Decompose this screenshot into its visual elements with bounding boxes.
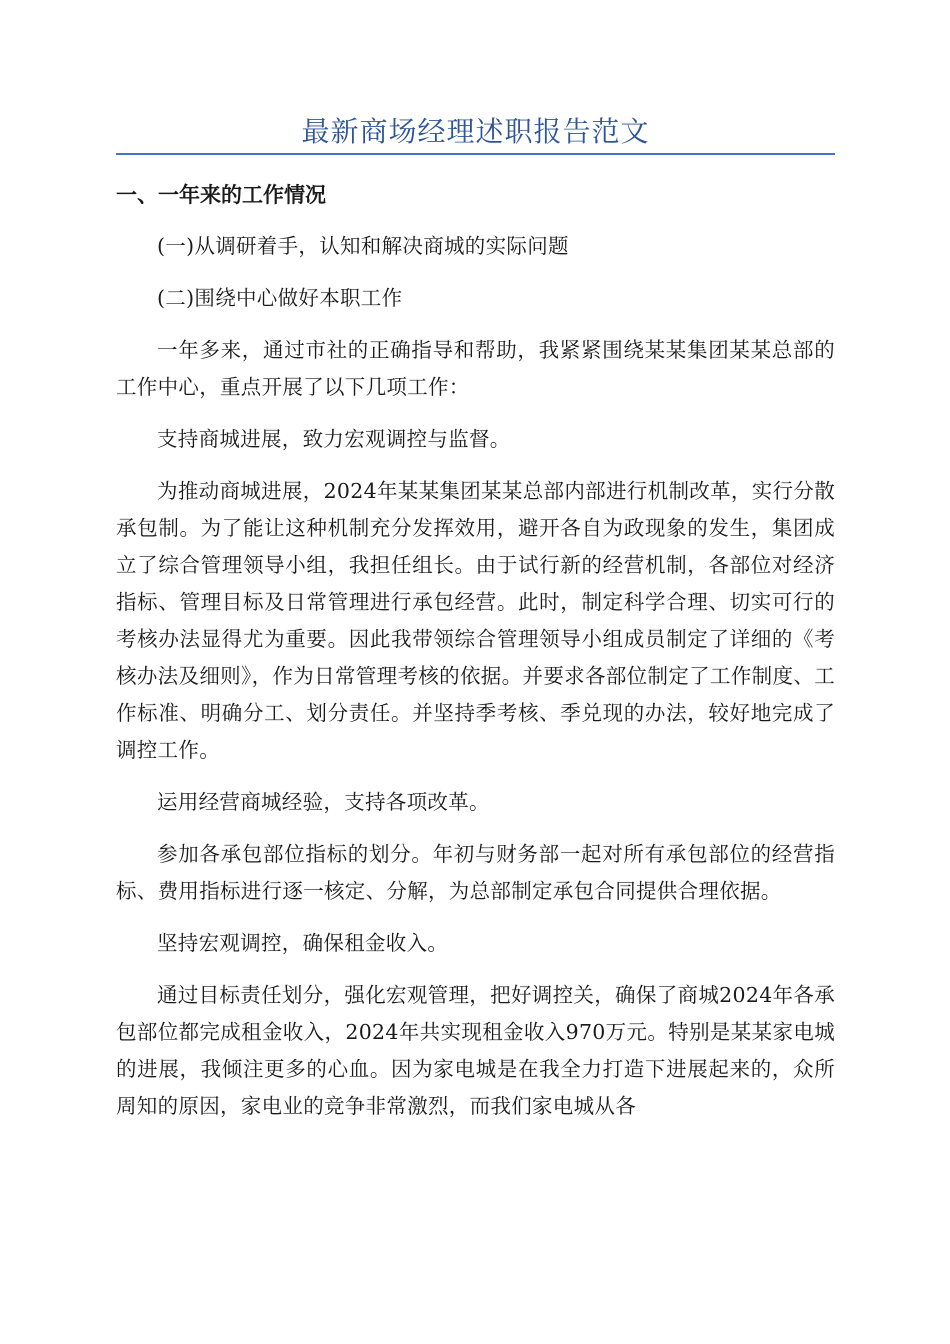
paragraph: (二)围绕中心做好本职工作: [157, 286, 403, 310]
paragraph: (一)从调研着手，认知和解决商城的实际问题: [157, 234, 569, 258]
paragraph: 通过目标责任划分，强化宏观管理，把好调控关，确保了商城2024年各承包部位都完成租金收入，2024年共实现租金收入970万元。特别是某某家电城的进展，我倾注更多的心血。因为家电城是在我全力打造下进展起来的，众所周知的原因，家电业的竞争非常激烈，而我们家电城从各: [116, 983, 835, 1118]
paragraph: 支持商城进展，致力宏观调控与监督。: [157, 427, 511, 451]
section-heading: 一、一年来的工作情况: [116, 182, 326, 207]
document-title: 最新商场经理述职报告范文: [301, 115, 650, 148]
document-body: [116, 176, 835, 1125]
paragraph: 坚持宏观调控，确保租金收入。: [157, 931, 449, 955]
title-underline: [116, 153, 835, 155]
paragraph: 运用经营商城经验，支持各项改革。: [157, 790, 490, 814]
paragraph: 为推动商城进展，2024年某某集团某某总部内部进行机制改革，实行分散承包制。为了能让这种机制充分发挥效用，避开各自为政现象的发生，集团成立了综合管理领导小组，我担任组长。由于试行新的经营机制，各部位对经济指标、管理目标及日常管理进行承包经营。此时，制定科学合理、切实可行的考核办法显得尤为重要。因此我带领综合管理领导小组成员制定了详细的《考核办法及细则》，作为日常管理考核的依据。并要求各部位制定了工作制度、工作标准、明确分工、划分责任。并坚持季考核、季兑现的办法，较好地完成了调控工作。: [116, 479, 835, 762]
paragraph: 参加各承包部位指标的划分。年初与财务部一起对所有承包部位的经营指标、费用指标进行逐一核定、分解，为总部制定承包合同提供合理依据。: [116, 842, 835, 903]
paragraph: 一年多来，通过市社的正确指导和帮助，我紧紧围绕某某集团某某总部的工作中心，重点开展了以下几项工作：: [116, 338, 835, 399]
